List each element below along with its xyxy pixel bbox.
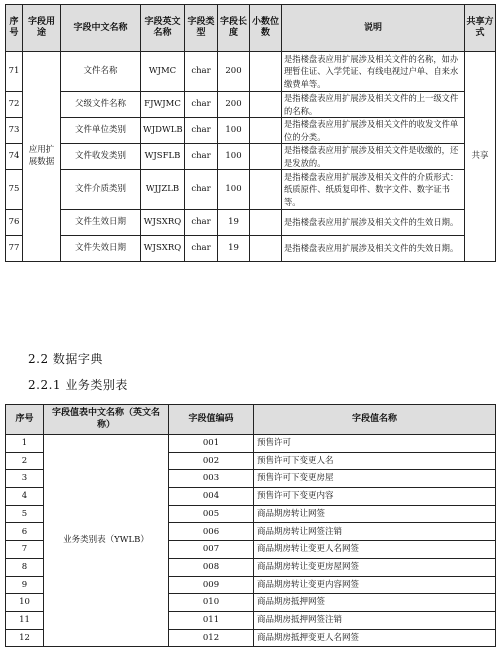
header-seq: 序号 [6,405,44,435]
row-description: 是指楼盘表应用扩展涉及相关文件的名称，如办理暂住证、入学凭证、有线电视过户单、自来水缴费单等。 [282,52,465,92]
row-seq: 71 [6,52,23,92]
row-length: 200 [218,52,250,92]
row-en-name: WJSXRQ [141,210,185,236]
row-seq: 75 [6,170,23,210]
header-type: 字段类型 [185,5,218,52]
row-decimals [250,170,282,210]
header-share: 共享方式 [465,5,496,52]
row-seq: 8 [6,558,44,576]
row-code: 010 [169,594,254,612]
row-code: 002 [169,452,254,470]
header-en-name: 字段英文名称 [141,5,185,52]
row-value-name: 商品期房转让网签注销 [254,523,496,541]
table-row [6,92,496,118]
row-seq: 3 [6,470,44,488]
header-cn-name: 字段中文名称 [61,5,141,52]
row-cn-name: 文件名称 [61,52,141,92]
share-cell: 共享 [465,52,496,262]
table-row [6,52,496,92]
row-value-name: 商品期房抵押变更人名网签 [254,629,496,647]
row-decimals [250,144,282,170]
header-row [6,405,496,435]
row-value-name: 商品期房转让变更人名网签 [254,541,496,559]
field-definition-table [5,4,496,262]
table-row [6,435,496,453]
row-code: 006 [169,523,254,541]
header-table-name: 字段值表中文名称（英文名称） [44,405,169,435]
usage-cell: 应用扩展数据 [23,52,61,262]
row-seq: 9 [6,576,44,594]
header-value-name: 字段值名称 [254,405,496,435]
row-code: 011 [169,611,254,629]
row-seq: 2 [6,452,44,470]
row-code: 003 [169,470,254,488]
row-code: 004 [169,488,254,506]
row-length: 100 [218,118,250,144]
table-row [6,236,496,262]
row-seq: 73 [6,118,23,144]
row-length: 19 [218,210,250,236]
row-value-name: 商品期房转让变更房屋网签 [254,558,496,576]
row-value-name: 预售许可 [254,435,496,453]
row-value-name: 商品期房转让网签 [254,505,496,523]
table-row [6,210,496,236]
row-code: 005 [169,505,254,523]
header-length: 字段长度 [218,5,250,52]
row-seq: 11 [6,611,44,629]
row-en-name: WJSXRQ [141,236,185,262]
row-type: char [185,52,218,92]
table-row [6,118,496,144]
header-description: 说明 [282,5,465,52]
section-heading: 2.2 数据字典 [28,352,103,366]
row-value-name: 商品期房转让变更内容网签 [254,576,496,594]
row-description: 是指楼盘表应用扩展涉及相关文件的介质形式：纸质原件、纸质复印件、数字文件、数字证书等。 [282,170,465,210]
row-seq: 7 [6,541,44,559]
row-decimals [250,236,282,262]
header-code: 字段值编码 [169,405,254,435]
row-cn-name: 文件单位类别 [61,118,141,144]
row-en-name: WJMC [141,52,185,92]
header-usage: 字段用途 [23,5,61,52]
row-type: char [185,144,218,170]
row-code: 001 [169,435,254,453]
row-seq: 72 [6,92,23,118]
row-description: 是指楼盘表应用扩展涉及相关文件的上一级文件的名称。 [282,92,465,118]
row-decimals [250,52,282,92]
row-length: 200 [218,92,250,118]
row-length: 19 [218,236,250,262]
table-row [6,144,496,170]
row-cn-name: 文件失效日期 [61,236,141,262]
row-value-name: 商品期房抵押网签 [254,594,496,612]
row-cn-name: 文件收发类别 [61,144,141,170]
row-type: char [185,210,218,236]
row-seq: 6 [6,523,44,541]
header-seq: 序号 [6,5,23,52]
row-seq: 74 [6,144,23,170]
row-cn-name: 文件生效日期 [61,210,141,236]
row-seq: 10 [6,594,44,612]
row-description: 是指楼盘表应用扩展涉及相关文件的收发文件单位的分类。 [282,118,465,144]
row-code: 007 [169,541,254,559]
header-decimals: 小数位数 [250,5,282,52]
row-value-name: 预售许可下变更内容 [254,488,496,506]
row-type: char [185,170,218,210]
row-description: 是指楼盘表应用扩展涉及相关文件的失效日期。 [282,236,465,262]
row-description: 是指楼盘表应用扩展涉及相关文件的生效日期。 [282,210,465,236]
row-cn-name: 父级文件名称 [61,92,141,118]
row-cn-name: 文件介质类别 [61,170,141,210]
row-en-name: WJDWLB [141,118,185,144]
row-value-name: 预售许可下变更人名 [254,452,496,470]
row-seq: 77 [6,236,23,262]
row-code: 008 [169,558,254,576]
row-type: char [185,92,218,118]
row-seq: 5 [6,505,44,523]
row-decimals [250,210,282,236]
header-row [6,5,496,52]
row-en-name: FJWJMC [141,92,185,118]
row-code: 012 [169,629,254,647]
row-length: 100 [218,170,250,210]
row-seq: 1 [6,435,44,453]
business-category-table [5,404,496,647]
row-decimals [250,118,282,144]
row-en-name: WJJZLB [141,170,185,210]
row-length: 100 [218,144,250,170]
row-type: char [185,236,218,262]
row-value-name: 预售许可下变更房屋 [254,470,496,488]
row-description: 是指楼盘表应用扩展涉及相关文件是收缴的，还是发放的。 [282,144,465,170]
row-decimals [250,92,282,118]
row-en-name: WJSFLB [141,144,185,170]
row-seq: 4 [6,488,44,506]
row-code: 009 [169,576,254,594]
row-value-name: 商品期房抵押网签注销 [254,611,496,629]
table-name-cell: 业务类别表（YWLB） [44,435,169,647]
row-seq: 12 [6,629,44,647]
row-type: char [185,118,218,144]
subsection-heading: 2.2.1 业务类别表 [28,378,128,392]
row-seq: 76 [6,210,23,236]
table-row [6,170,496,210]
